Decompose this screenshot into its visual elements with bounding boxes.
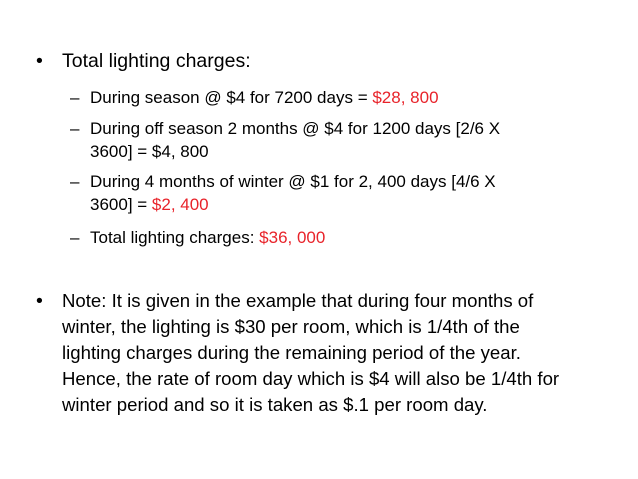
highlight-value: $36, 000 <box>259 228 326 247</box>
note-line: lighting charges during the remaining period of the year. <box>62 342 521 363</box>
bullet-heading: Total lighting charges: <box>62 50 251 72</box>
sub-item-line2: 3600] = $4, 800 <box>90 142 209 161</box>
note-line: winter period and so it is taken as $.1 per room day. <box>62 394 488 415</box>
bullet-dot-icon: • <box>36 290 43 312</box>
dash-icon: – <box>70 88 80 107</box>
dash-icon: – <box>70 172 80 191</box>
sub-item-winter <box>70 170 590 216</box>
sub-item-prefix: Total lighting charges: <box>90 228 260 247</box>
sub-item-text <box>70 86 590 109</box>
bullet-note <box>36 288 606 418</box>
sub-item-text <box>70 170 590 216</box>
bullet-total-lighting-charges <box>36 48 606 74</box>
note-line: winter, the lighting is $30 per room, which is 1/4th of the <box>62 316 520 337</box>
sub-item-off-season <box>70 117 590 163</box>
sub-item-during-season <box>70 86 590 109</box>
sub-item-line2-prefix: 3600] = <box>90 195 152 214</box>
note-paragraph <box>36 288 606 418</box>
note-line: Note: It is given in the example that during four months of <box>62 290 534 311</box>
dash-icon: – <box>70 228 80 247</box>
sub-item-text <box>70 226 590 249</box>
highlight-value: $2, 400 <box>151 195 209 214</box>
sub-item-total <box>70 226 590 249</box>
note-line: Hence, the rate of room day which is $4 will also be 1/4th for <box>62 368 560 389</box>
highlight-value: $28, 800 <box>372 88 439 107</box>
sub-item-line1: During 4 months of winter @ $1 for 2, 400 days [4/6 X <box>90 172 496 191</box>
sub-item-prefix: During season @ $4 for 7200 days = <box>90 88 373 107</box>
bullet-dot-icon: • <box>36 50 43 72</box>
dash-icon: – <box>70 119 80 138</box>
sub-item-text <box>70 117 590 163</box>
sub-item-line1: During off season 2 months @ $4 for 1200 days [2/6 X <box>90 119 501 138</box>
